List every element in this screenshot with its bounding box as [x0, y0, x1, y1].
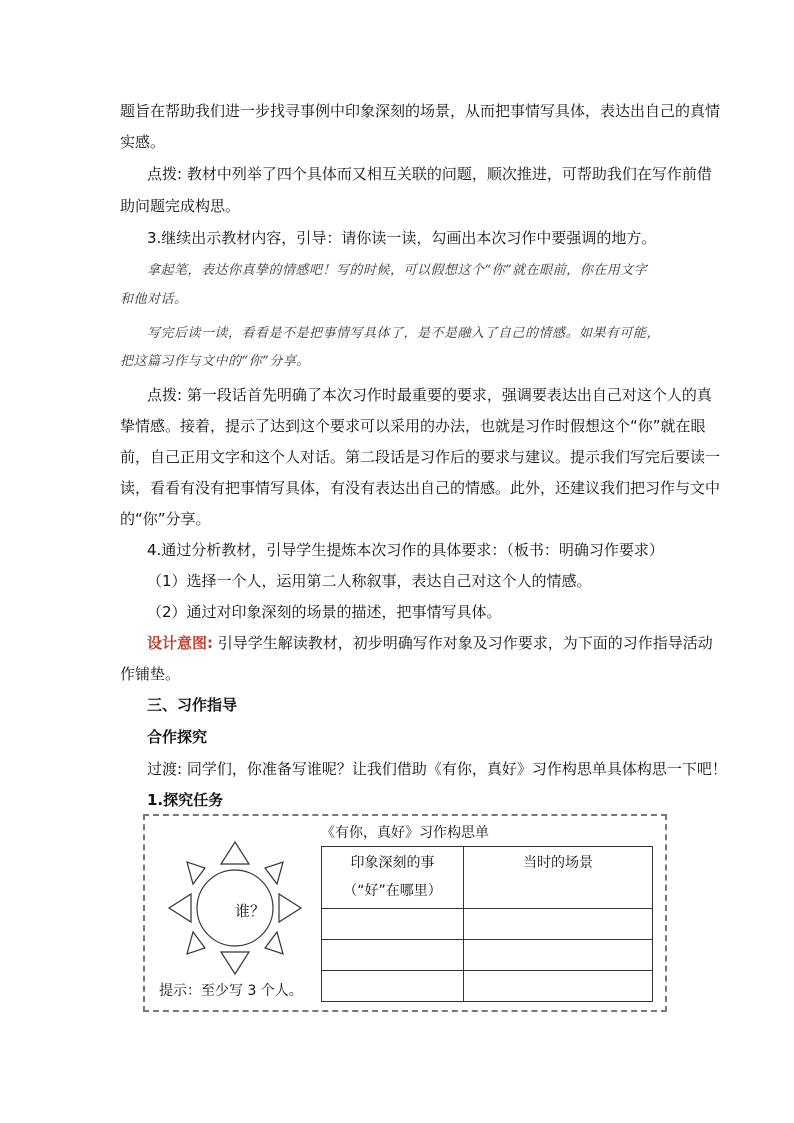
- subsection-title: 合作探究: [147, 728, 208, 746]
- paragraph-line: 3.继续出示教材内容，引导：请你读一读，勾画出本次习作中要强调的地方。: [147, 229, 657, 247]
- col2-header: 当时的场景: [523, 855, 593, 871]
- transition-line: 过渡: 同学们，你准备写谁呢？让我们借助《有你，真好》习作构思单具体构思一下吧！: [147, 760, 727, 778]
- table-header-row: [322, 847, 653, 909]
- table-cell[interactable]: [464, 940, 653, 971]
- table-cell[interactable]: [322, 940, 464, 971]
- worksheet-box: [143, 814, 667, 1012]
- table-row: [322, 909, 653, 940]
- worksheet-title: 《有你，真好》习作构思单: [321, 825, 489, 841]
- col1-header-line2: （“好”在哪里）: [343, 883, 442, 899]
- textbook-quote-line: 写完后读一读，看看是不是把事情写具体了，是不是融入了自己的情感。如果有可能，: [147, 326, 661, 341]
- design-intent-label: 设计意图:: [147, 634, 213, 652]
- worksheet-tip: 提示：至少写 3 个人。: [159, 983, 303, 999]
- task-title: 1.探究任务: [147, 791, 224, 809]
- paragraph-line: 助问题完成构思。: [120, 197, 241, 215]
- paragraph-line: 作铺垫。: [120, 665, 181, 683]
- design-intent-text: 引导学生解读教材，初步明确写作对象及习作要求，为下面的习作指导活动: [213, 634, 713, 652]
- table-header-cell: [322, 847, 464, 909]
- sun-ray-right: [279, 894, 301, 922]
- sun-ray-bottom-right: [265, 932, 283, 954]
- textbook-quote-line: 和他对话。: [120, 292, 188, 307]
- sun-ray-top-left: [187, 862, 205, 884]
- paragraph-line: 4.通过分析教材，引导学生提炼本次习作的具体要求：（板书：明确习作要求）: [147, 541, 664, 559]
- table-cell[interactable]: [464, 909, 653, 940]
- textbook-quote-line: 把这篇习作与文中的“你”分享。: [120, 354, 310, 369]
- requirement-item: （1）选择一个人，运用第二人称叙事，表达自己对这个人的情感。: [147, 572, 592, 590]
- sun-diagram: [159, 838, 309, 978]
- table-cell[interactable]: [322, 909, 464, 940]
- paragraph-line: 点拨: 教材中列举了四个具体而又相互关联的问题，顺次推进，可帮助我们在写作前借: [147, 165, 712, 183]
- table-row: [322, 971, 653, 1002]
- sun-ray-left: [169, 894, 191, 922]
- paragraph-line: 挚情感。接着，提示了达到这个要求可以采用的办法，也就是习作时假想这个“你”就在眼: [120, 417, 706, 435]
- sun-label: 谁？: [235, 902, 266, 920]
- table-cell[interactable]: [464, 971, 653, 1002]
- textbook-quote-line: 拿起笔，表达你真挚的情感吧！写的时候，可以假想这个“你”就在眼前，你在用文字: [147, 263, 648, 278]
- col1-header-line1: 印象深刻的事: [350, 855, 435, 871]
- requirement-item: （2）通过对印象深刻的场景的描述，把事情写具体。: [147, 603, 502, 621]
- table-header-cell: [464, 847, 653, 909]
- paragraph-line: 读，看看有没有把事情写具体，有没有表达出自己的情感。此外，还建议我们把习作与文中: [120, 479, 721, 497]
- table-row: [322, 940, 653, 971]
- paragraph-line: 前，自己正用文字和这个人对话。第二段话是习作后的要求与建议。提示我们写完后要读一: [120, 448, 721, 466]
- paragraph-line: 的“你”分享。: [120, 510, 211, 528]
- paragraph-line: 点拨: 第一段话首先明确了本次习作时最重要的要求，强调要表达出自己对这个人的真: [147, 386, 712, 404]
- design-intent-line: [147, 632, 713, 654]
- sun-ray-bottom: [221, 952, 249, 974]
- paragraph-line: 题旨在帮助我们进一步找寻事例中印象深刻的场景，从而把事情写具体，表达出自己的真情: [120, 102, 721, 120]
- table-cell[interactable]: [322, 971, 464, 1002]
- worksheet-table: [321, 846, 653, 1002]
- sun-ray-top-right: [265, 862, 283, 884]
- paragraph-line: 实感。: [120, 133, 166, 151]
- sun-ray-bottom-left: [187, 932, 205, 954]
- sun-ray-top: [221, 842, 249, 864]
- section-title: 三、习作指导: [147, 696, 238, 714]
